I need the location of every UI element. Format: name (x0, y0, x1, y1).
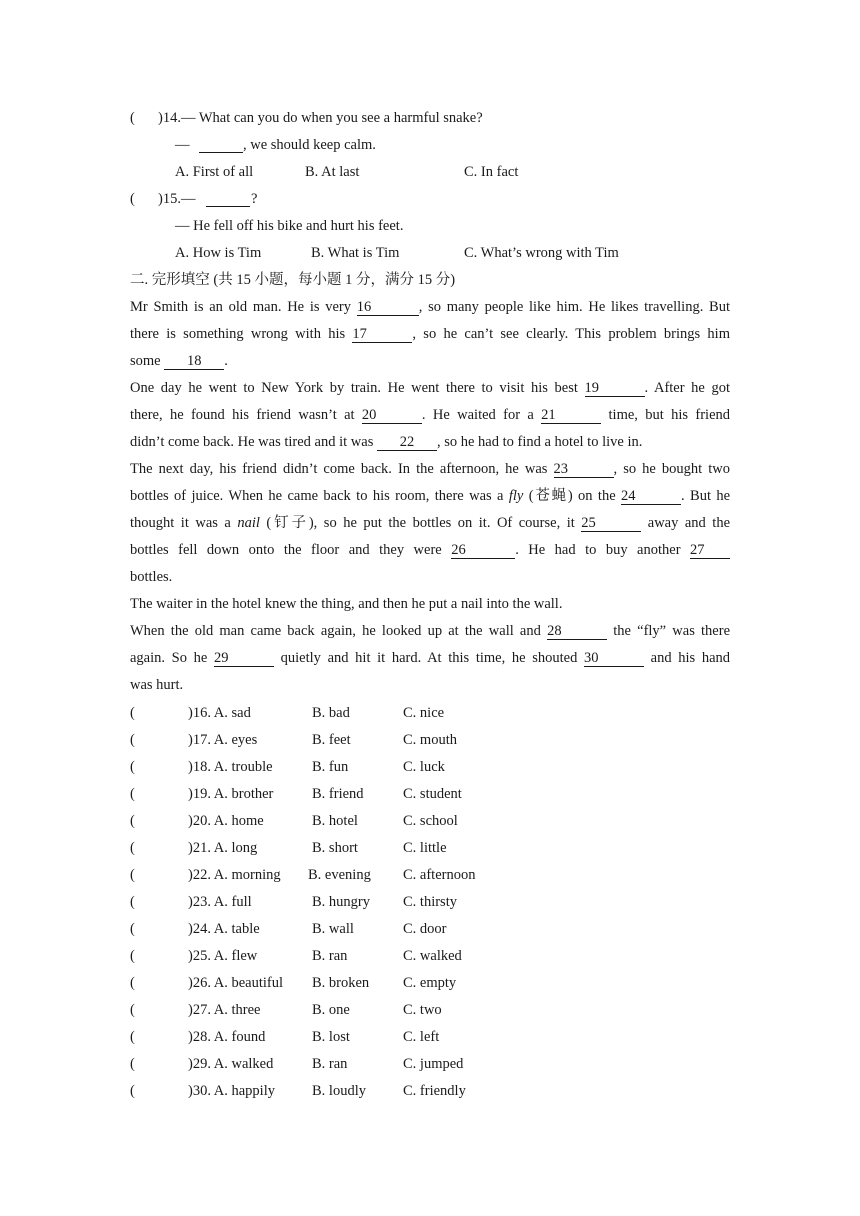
answer-paren: ( (130, 191, 135, 207)
blank-20: 20 (362, 407, 422, 424)
passage-line: The next day, his friend didn’t come back. In the afternoon, he was 23 , so he bought two (130, 461, 731, 477)
passage-line: again. So he 29 quietly and hit it hard. At this time, he shouted 30 and his hand (130, 650, 731, 666)
worksheet-page: ( )14.— What can you do when you see a harmful snake? — , we should keep calm. A. First of all B. At last C. In fact ( )15.— ? — He fell off his bike and hurt his feet. A. How is Tim B. What is Tim C. What’s wrong with Tim 二. 完形填空 (共 15 小题，每小题 1 分，满分 15 分) Mr Smith is an old man. He is very 16 , so many people like him. He likes travelling. But there is something wrong with his 17 , so he can’t see clearly. This problem brings him some 18 . One day he went to New York by train. He went there to visit his best 19 . After he got there, he found his friend wasn’t at 20 . He waited for a 21 time, but his friend didn’t come back. He was tired and it was 22 , so he had to find a hotel to live in. The next day, his friend didn’t come back. In the afternoon, he was 23 , so he bought two bottles of juice. When he came back to his room, there was a fly (苍蝇) on the 24 . But he thought it was a nail (钉子), so he put the bottles on it. Of course, it 25 away and the bottles fell down onto the floor and they were 26 . He had to buy another 27 bottles. The waiter in the hotel knew the thing, and then he put a nail into the wall. When the old man came back again, he looked up at the wall and 28 the “fly” was there again. So he 29 quietly and hit it hard. At this time, he shouted 30 and his hand was hurt. ( )16. A. sad B. bad C. nice ( )17. A. eyes B. feet C. mouth ( )18. A. trouble B. fun C. luck ( )19. A. brother B. friend C. student ( )20. A. home B. hotel C. school ( )21. A. long B. short C. little ( )22. A. morning B. evening C. afternoon ( )23. A. full B. hungry C. thirsty ( )24. A. table B. wall C. door ( )25. A. flew B. ran C. walked ( )26. A. beautiful B. broken C. empty ( )27. A. three B. one C. two ( )28. A. found B. lost C. left ( )29. A. walked B. ran C. jumped ( )30. A. happily B. loudly C. friendly (130, 110, 731, 1099)
blank-22: 22 (377, 434, 437, 451)
blank-16: 16 (357, 299, 419, 316)
dash: — (175, 137, 190, 153)
question-stem: )15.— (158, 191, 196, 207)
option-a: A. First of all (175, 164, 254, 180)
answer-paren: ( (130, 110, 135, 126)
passage-line: there, he found his friend wasn’t at 20 . He waited for a 21 time, but his friend (130, 407, 731, 423)
blank-28: 28 (547, 623, 607, 640)
blank-21: 21 (541, 407, 601, 424)
question-mark: ? (251, 191, 258, 207)
passage-line: When the old man came back again, he looked up at the wall and 28 the “fly” was there (130, 623, 731, 639)
blank-29: 29 (214, 650, 274, 667)
section-title: 二. 完形填空 (共 15 小题，每小题 1 分，满分 15 分) (130, 272, 456, 288)
blank-26: 26 (451, 542, 515, 559)
passage-line: thought it was a nail (钉子), so he put the bottles on it. Of course, it 25 away and the (130, 515, 731, 531)
blank-24: 24 (621, 488, 681, 505)
passage-line: some 18 . (130, 353, 228, 369)
blank-18: 18 (164, 353, 224, 370)
passage-line: bottles. (130, 569, 173, 585)
passage-line: Mr Smith is an old man. He is very 16 , so many people like him. He likes travelling. But (130, 299, 730, 315)
blank-25: 25 (581, 515, 641, 532)
passage-line: One day he went to New York by train. He went there to visit his best 19 . After he got (130, 380, 730, 396)
answer-blank (206, 191, 250, 207)
passage-line: didn’t come back. He was tired and it was 22 , so he had to find a hotel to live in. (130, 434, 643, 450)
option-b: B. What is Tim (311, 245, 400, 261)
reply-text: — He fell off his bike and hurt his feet. (175, 218, 404, 234)
passage-line: was hurt. (130, 677, 184, 693)
blank-27: 27 (690, 542, 730, 559)
blank-19: 19 (585, 380, 645, 397)
reply-text: , we should keep calm. (243, 137, 376, 153)
passage-line: bottles fell down onto the floor and they were 26 . He had to buy another 27 (130, 541, 730, 559)
passage-line: The waiter in the hotel knew the thing, and then he put a nail into the wall. (130, 596, 563, 612)
blank-30: 30 (584, 650, 644, 667)
answer-blank (199, 137, 243, 153)
option-c: C. In fact (464, 164, 519, 180)
passage-line: there is something wrong with his 17 , so he can’t see clearly. This problem brings him (130, 326, 730, 342)
blank-23: 23 (554, 461, 614, 478)
option-a: A. How is Tim (175, 245, 262, 261)
option-b: B. At last (305, 164, 360, 180)
option-c: C. What’s wrong with Tim (464, 245, 619, 261)
passage-line: bottles of juice. When he came back to his room, there was a fly (苍蝇) on the 24 . But he (130, 488, 731, 504)
question-stem: )14.— What can you do when you see a harmful snake? (158, 110, 483, 126)
blank-17: 17 (352, 326, 412, 343)
